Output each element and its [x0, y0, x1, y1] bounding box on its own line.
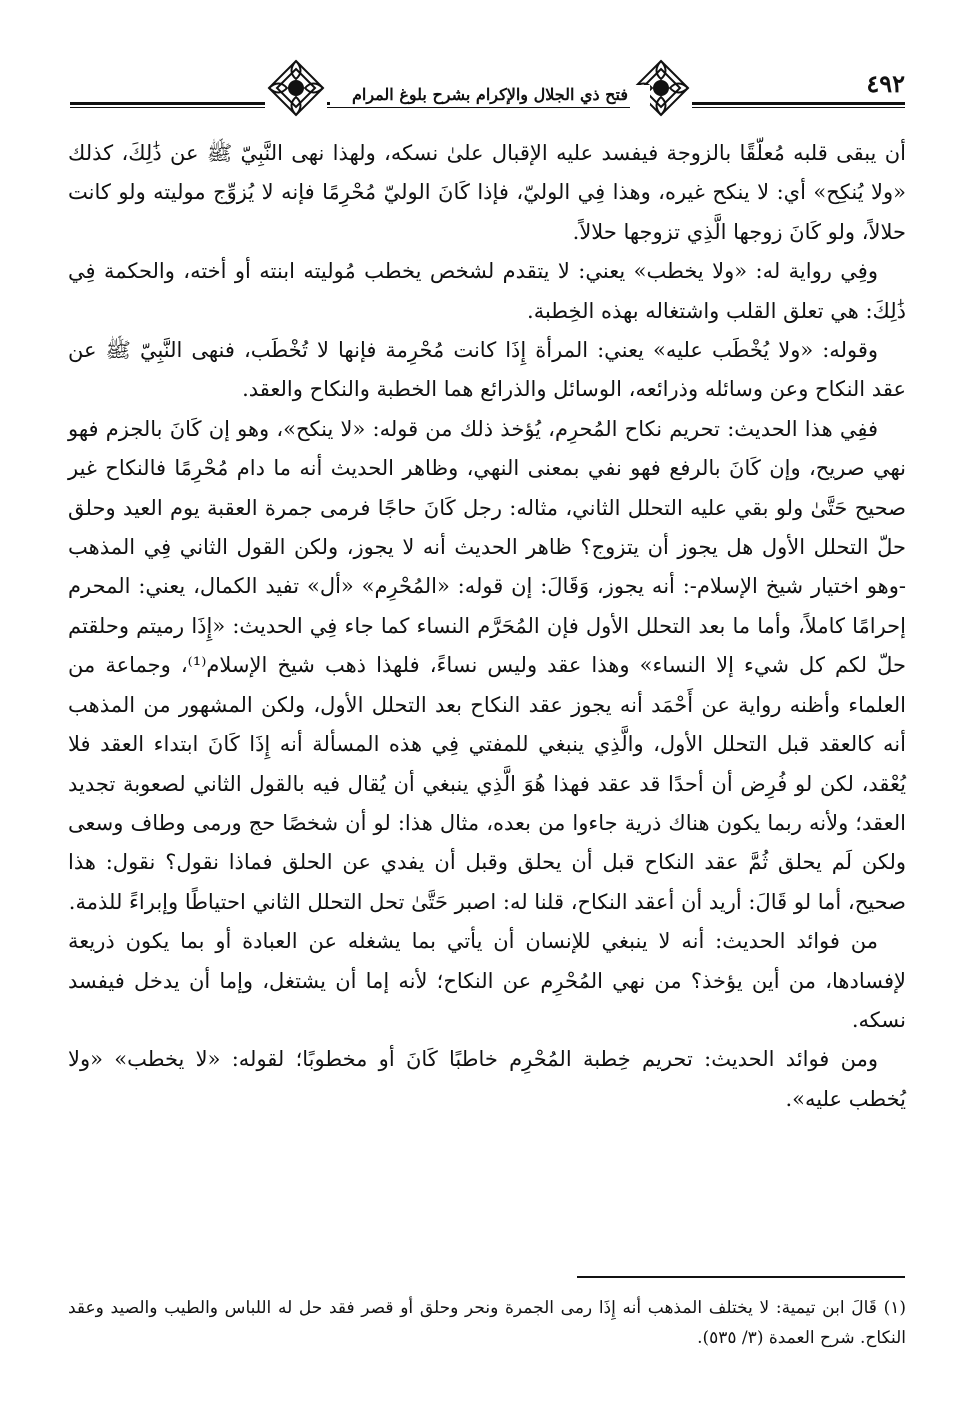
arabesque-ornament-icon — [265, 57, 327, 119]
paragraph: أن يبقى قلبه مُعلّقًا بالزوجة فيفسد عليه الإقبال علىٰ نسكه، ولهذا نهى النَّبِيّ ﷺ عن ذَٰلِكَ، كذلك «ولا يُنكِح» أي: لا ينكح غيره، وهذا فِي الوليّ، فإذا كَانَ الوليّ مُحْرِمًا فإنه لا يُزوِّج موليته ولو كانت حلالاً، ولو كَانَ زوجها الَّذِي تزوجها حلالاً. — [68, 141, 906, 244]
footnotes — [68, 1293, 906, 1353]
paragraph: ومن فوائد الحديث: تحريم خِطبة المُحْرِم خاطبًا كَانَ أو مخطوبًا؛ لقوله: «لا يخطب» «ولا يُخطب عليه». — [68, 1047, 906, 1111]
footnote: (١) قَالَ ابن تيمية: لا يختلف المذهب أنه إِذَا رمى الجمرة ونحر وحلق أو قصر فقد حل له اللباس والطيب والصيد وعقد النكاح. شرح العمدة (٣/ ٥٣٥). — [68, 1298, 906, 1348]
header-rule-thin — [70, 107, 905, 108]
page-header — [70, 55, 905, 125]
page-number: ٤٩٢ — [866, 69, 905, 98]
paragraph: ففِي هذا الحديث: تحريم نكاح المُحرِم، يُؤخذ ذلك من قوله: «لا ينكح»، وهو إن كَانَ بالجزم فهو نهي صريح، وإن كَانَ بالرفع فهو نفي بمعنى النهي، وظاهر الحديث أنه ما دام مُحْرِمًا فالنكاح غير صحيح حَتَّىٰ ولو بقي عليه التحلل الثاني، مثاله: رجل كَانَ حاجًا فرمى جمرة العقبة يوم العيد وحلق حلّ التحلل الأول هل يجوز أن يتزوج؟ ظاهر الحديث أنه لا يجوز، ولكن القول الثاني فِي المذهب -وهو اختيار شيخ الإسلام-: أنه يجوز، وَقَالَ: إن قوله: «المُحْرِم» «أل» تفيد الكمال، يعني: المحرم إحرامًا كاملاً، وأما ما بعد التحلل الأول فإن المُحَرَّم النساء كما جاء فِي الحديث: «إِذَا رميتم وحلقتم حلّ لكم كل شيء إلا النساء» وهذا عقد وليس نساءً، فلهذا ذهب شيخ الإسلام⁽¹⁾، وجماعة من العلماء وأظنه رواية عن أَحْمَد أنه يجوز عقد النكاح بعد التحلل الأول، ولكن المشهور من المذهب أنه كالعقد قبل التحلل الأول، والَّذِي ينبغي للمفتي فِي هذه المسألة أنه إِذَا كَانَ ابتداء العقد فلا يُعْقد، لكن لو فُرِض أن أحدًا قد عقد فهذا هُوَ الَّذِي ينبغي أن يُقال فيه بالقول الثاني لصعوبة تجديد العقد؛ ولأنه ربما يكون هناك ذرية جاءوا من بعده، مثال هذا: لو أن شخصًا حج ورمى وطاف وسعى ولكن لَم يحلق ثُمَّ عقد النكاح قبل أن يحلق وقبل أن يفدي عن الحلق فماذا نقول؟ نقول: هذا صحيح، أما لو قَالَ: أريد أن أعقد النكاح، قلنا له: اصبر حَتَّىٰ تحل التحلل الثاني احتياطًا وإبراءً للذمة. — [68, 416, 906, 914]
footnote-separator — [577, 1276, 905, 1278]
main-text — [68, 134, 906, 1119]
paragraph: وفِي رواية له: «ولا يخطب» يعني: لا يتقدم لشخص يخطب مُوليته ابنته أو أخته، والحكمة فِي ذَٰلِكَ: هي تعلق القلب واشتغاله بهذه الخِطبة. — [68, 259, 906, 323]
paragraph: وقوله: «ولا يُخْطَب عليه» يعني: المرأة إِذَا كانت مُحْرِمة فإنها لا تُخْطَب، فنهى النَّبِيّ ﷺ عن عقد النكاح وعن وسائله وذرائعه، الوسائل والذرائع هما الخطبة والنكاح والعقد. — [68, 338, 906, 402]
running-title: فتح ذي الجلال والإكرام بشرح بلوغ المرام — [330, 85, 650, 105]
paragraph: من فوائد الحديث: أنه لا ينبغي للإنسان أن يأتي بما يشغله عن العبادة أو بما يكون ذريعة لإفسادها، من أين يؤخذ؟ من نهي المُحْرِم عن النكاح؛ لأنه إما أن يشتغل، وإما أن يدخل فيفسد نسكه. — [68, 929, 906, 1032]
